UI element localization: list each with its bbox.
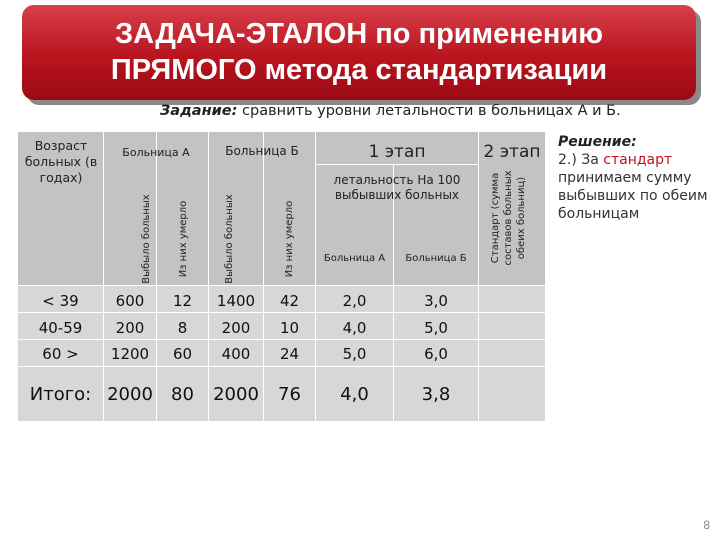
a-discharged-header: Выбыло больных [141,194,152,284]
solution-standard-word: стандарт [603,152,673,168]
hospital-a-header: Больница А [122,146,190,159]
b-discharged-cell: 200 [221,319,251,337]
total-lethality-a: 4,0 [340,384,369,405]
a-died-cell: 8 [177,319,188,337]
slide-number: 8 [703,518,710,532]
lethality-b-cell: 5,0 [424,319,448,337]
total-label: Итого: [29,384,92,405]
title-line-1: ЗАДАЧА-ЭТАЛОН по применению [115,18,603,50]
a-died-cell: 12 [172,292,193,310]
age-cell: 60 > [42,345,79,363]
solution-title: Решение: [558,134,637,150]
stage-1-header: 1 этап [368,142,426,162]
solution-note [558,133,718,223]
a-discharged-cell: 600 [115,292,145,310]
b-died-cell: 24 [279,345,300,363]
hospital-b-header: Больница Б [225,144,299,158]
lethality-b-header: Больница Б [405,253,467,264]
total-lethality-b: 3,8 [421,384,451,405]
title-line-2: ПРЯМОГО метода стандартизации [110,54,608,86]
total-b-died: 76 [278,384,301,405]
total-a-died: 80 [171,384,194,405]
b-discharged-cell: 400 [221,345,251,363]
a-died-header: Из них умерло [178,200,189,278]
solution-prefix: 2.) За [558,152,599,168]
b-discharged-cell: 1400 [216,292,256,310]
solution-rest: принимаем сумму выбывших по обеим больницам [558,170,708,222]
total-b-discharged: 2000 [213,384,259,405]
task-statement [160,103,621,119]
b-discharged-header: Выбыло больных [224,194,235,284]
solution-text [558,151,718,223]
b-died-cell: 42 [279,292,300,310]
stage-2-header: 2 этап [483,142,541,162]
title-banner [22,5,696,100]
standard-header: Стандарт (сумма составов больных обеих больниц) [490,170,527,266]
a-discharged-cell: 200 [115,319,145,337]
age-cell: < 39 [42,292,79,310]
age-header: Возраст больных (в годах) [24,138,98,185]
task-text: сравнить уровни летальности в больницах А и Б. [242,103,621,119]
age-cell: 40-59 [38,319,83,337]
lethality-header: летальность На 100 выбывших больных [333,173,461,202]
b-died-cell: 10 [279,319,300,337]
lethality-b-cell: 6,0 [424,345,448,363]
lethality-a-cell: 2,0 [342,292,367,310]
total-a-discharged: 2000 [107,384,153,405]
lethality-b-cell: 3,0 [424,292,448,310]
a-discharged-cell: 1200 [110,345,150,363]
a-died-cell: 60 [172,345,193,363]
data-table [18,132,545,421]
lethality-a-cell: 5,0 [342,345,367,363]
b-died-header: Из них умерло [284,200,295,278]
task-label: Задание: [160,103,238,119]
lethality-a-header: Больница А [323,253,386,264]
lethality-a-cell: 4,0 [342,319,367,337]
